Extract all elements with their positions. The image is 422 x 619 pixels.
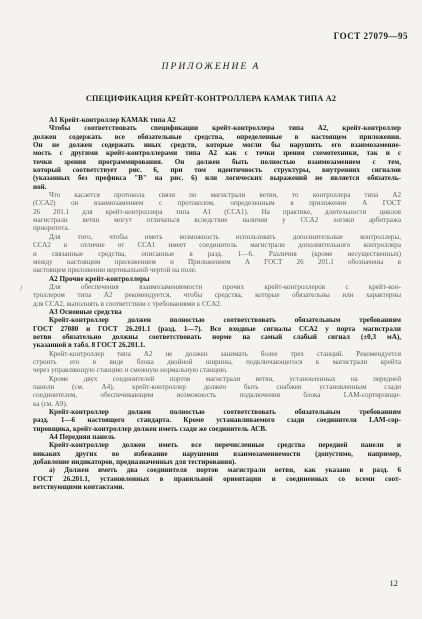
margin-mark: / — [20, 284, 23, 293]
text-line: Крейт-контроллер типа А2 не должен занимать более трех станций. Рекомендуется — [49, 349, 401, 358]
text-line: добавление индикаторов, предназначенных для тестирования). — [33, 458, 237, 467]
text-line: Для того, чтобы иметь возможность использовать дополнительные контроллеры, — [49, 232, 401, 241]
section-heading-a1: А1 Крейт-контроллер КАМАК типа А2 — [49, 116, 176, 124]
text-line: ной. — [33, 182, 47, 191]
text-line: (ССА2) он взаимозаменяем с протоколом, определенным в приложении А ГОСТ — [33, 199, 401, 208]
text-line: 26 201.1 для крейт-контроллера типа А1 (ССА1). На практике, длительности циклов — [33, 207, 401, 216]
text-line: который соответствует рис. 6, при том идентичность структуры, внутренних сигналов — [33, 166, 401, 175]
text-line: разд. 1—6 настоящего стандарта. Кроме устанавливаемого сзади соединителя LAM-сор- — [33, 416, 401, 425]
text-line: должен содержать все обязательные средства, определенные в настоящем приложении. — [33, 132, 401, 141]
section-heading-a3: А3 Основные средства — [49, 307, 122, 316]
text-line: Чтобы соответствовать спецификации крейт-контроллера типа А2, крейт-контроллер — [49, 124, 401, 133]
text-line: приоритета. — [33, 224, 70, 233]
text-line: ветви обязательно должны соответствовать норме на самый слабый сигнал (±0,3 мА), — [33, 332, 401, 341]
text-line: указанной в табл. 8 ГОСТ 26.201.1. — [33, 341, 146, 350]
text-line: ГОСТ 27080 и ГОСТ 26.201.1 (разд. 1—7). Все входные сигналы ССА2 у порта магистрали — [33, 324, 401, 333]
text-line: строить его в виде блока двойной ширины, подключающегося к магистрали крейта — [33, 357, 401, 366]
text-line: Крейт-контроллер должен полностью соответствовать обязательным требованиям — [49, 316, 401, 325]
text-line: панели (см. А4), крейт-контроллер должен быть снабжен установленным сзади — [33, 383, 401, 391]
document-title: СПЕЦИФИКАЦИЯ КРЕЙТ-КОНТРОЛЛЕРА КАМАК ТИПА А2 — [85, 94, 337, 103]
text-line: настоящем приложении вертикальной чертой на поле. — [33, 266, 197, 275]
text-line: Он не должен содержать иных средств, которые могли бы нарушить его взаимозаменяе- — [33, 141, 401, 150]
section-heading-a4: А4 Передняя панель — [49, 433, 115, 442]
text-line: Кроме двух соединителей портов магистрали ветви, установленных на передней — [49, 374, 401, 383]
text-line: ГОСТ 26.201.1, установленных в правильной ориентации и соединенных со всеми соот- — [33, 474, 401, 483]
standard-number: ГОСТ 27079—95 — [333, 31, 408, 41]
text-line: между настоящим приложением и Приложением А ГОСТ 26 201.1 обозначены в — [33, 257, 401, 266]
text-line: через управляющую станцию и смежную нормальную станцию. — [33, 366, 228, 375]
text-line: ССА2 в отличие от ССА1 имеет соединитель магистрали дополнительного контроллера — [33, 241, 401, 250]
text-line: а) Должен иметь два соединителя портов магистрали ветви, как указано в разд. 6 — [49, 466, 401, 475]
text-line: Что касается протокола связи по магистрали ветви, то контроллера типа А2 — [49, 191, 401, 200]
text-line: магистрали ветви могут отличаться вследствие наличия у ССА2 логики арбитража — [33, 216, 401, 225]
text-line: Для обеспечения взаимозаменяемости прочих крейт-контроллеров с крейт-кон- — [49, 282, 401, 291]
text-line: ка (см. А9). — [33, 399, 68, 408]
text-line: Крейт-контроллер должен полностью соответствовать обязательным требованиям — [49, 408, 401, 417]
text-line: и связанные средства, описанные в разд. 1—6. Различия (кроме несущественных) — [33, 249, 401, 258]
page-number: 12 — [389, 578, 398, 588]
text-line: троллером типа А2 рекомендуется, чтобы средства, которые обязательны или характерны — [33, 291, 401, 300]
text-line: тировщика, крейт-контроллер должен иметь сзади же соединитель АСВ. — [33, 424, 267, 433]
text-line: точки зрения программирования. Он должен быть полностью взаимозаменяем с тем, — [33, 157, 401, 166]
text-line: Крейт-контроллер должен иметь все перечисленные средства передней панели и — [49, 441, 401, 450]
text-line: соединителем, обеспечивающим возможность подключения блока LAM-сортировщи- — [33, 391, 401, 400]
text-line: никаких других во избежание нарушения взаимозаменяемости (допустимо, например, — [33, 449, 401, 458]
text-line: мость с другими крейт-контроллерами типа А2 как с точки зрения схемотехники, так и с — [33, 149, 401, 158]
appendix-heading: ПРИЛОЖЕНИЕ А — [161, 62, 261, 72]
text-line: ветствующими контактами. — [33, 483, 125, 492]
section-heading-a2: А2 Прочие крейт-контроллеры — [49, 274, 150, 283]
text-line: (указанных без префикса "В" на рис. 6) или логических выражений не является обязатель- — [33, 174, 401, 183]
document-body — [33, 116, 401, 491]
text-line: для ССА2, выполнять в соответствии с требованиями к ССА2. — [33, 299, 222, 308]
